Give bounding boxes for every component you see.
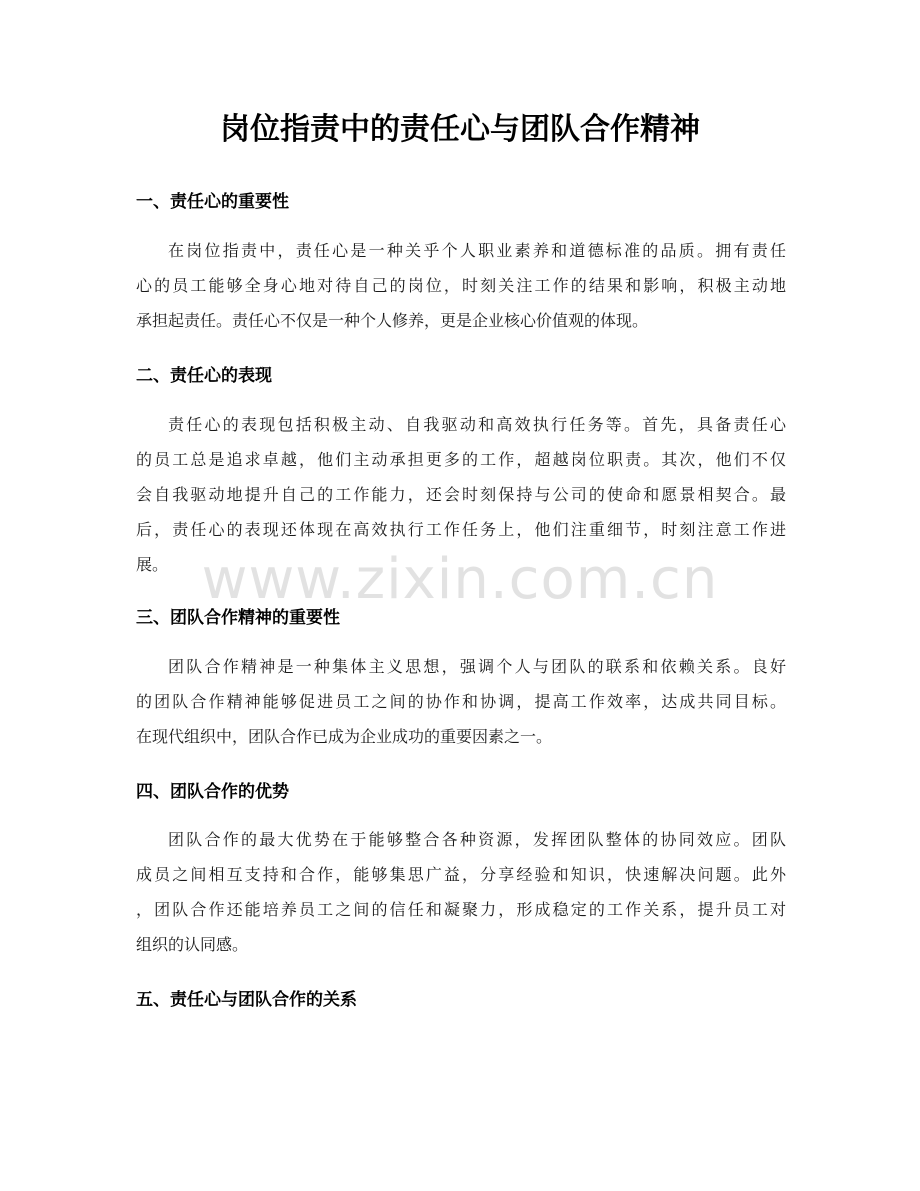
paragraph-line: 在岗位指责中，责任心是一种关乎个人职业素养和道德标准的品质。拥有责任 [168,241,786,260]
watermark: www.zixin.com.cn [201,547,719,612]
section-paragraph-3 [136,649,786,754]
paragraph-line: 的员工总是追求卓越，他们主动承担更多的工作，超越岗位职责。其次，他们不仅 [136,450,786,469]
paragraph-line: 心的员工能够全身心地对待自己的岗位，时刻关注工作的结果和影响，积极主动地 [136,276,786,295]
section-heading-4: 四、团队合作的优势 [136,782,289,802]
paragraph-line: 承担起责任。责任心不仅是一种个人修养，更是企业核心价值观的体现。 [136,311,649,330]
paragraph-line: 团队合作的最大优势在于能够整合各种资源，发挥团队整体的协同效应。团队 [168,830,786,849]
paragraph-line: 在现代组织中，团队合作已成为企业成功的重要因素之一。 [136,727,553,746]
paragraph-line: 组织的认同感。 [136,935,249,954]
paragraph-line: ，团队合作还能培养员工之间的信任和凝聚力，形成稳定的工作关系，提升员工对 [136,900,786,919]
paragraph-line: 团队合作精神是一种集体主义思想，强调个人与团队的联系和依赖关系。良好 [168,657,786,676]
paragraph-line: 责任心的表现包括积极主动、自我驱动和高效执行任务等。首先，具备责任心 [168,415,786,434]
paragraph-line: 展。 [136,555,169,574]
section-paragraph-4 [136,822,786,962]
section-heading-2: 二、责任心的表现 [136,366,272,386]
document-title: 岗位指责中的责任心与团队合作精神 [220,112,700,147]
section-paragraph-2 [136,407,786,582]
section-paragraph-1 [136,233,786,338]
section-heading-1: 一、责任心的重要性 [136,192,289,212]
paragraph-line: 成员之间相互支持和合作，能够集思广益，分享经验和知识，快速解决问题。此外 [136,865,786,884]
paragraph-line: 的团队合作精神能够促进员工之间的协作和协调，提高工作效率，达成共同目标。 [136,692,786,711]
section-heading-5: 五、责任心与团队合作的关系 [136,990,357,1010]
paragraph-line: 会自我驱动地提升自己的工作能力，还会时刻保持与公司的使命和愿景相契合。最 [136,485,786,504]
paragraph-line: 后，责任心的表现还体现在高效执行工作任务上，他们注重细节，时刻注意工作进 [136,520,786,539]
section-heading-3: 三、团队合作精神的重要性 [136,608,340,628]
